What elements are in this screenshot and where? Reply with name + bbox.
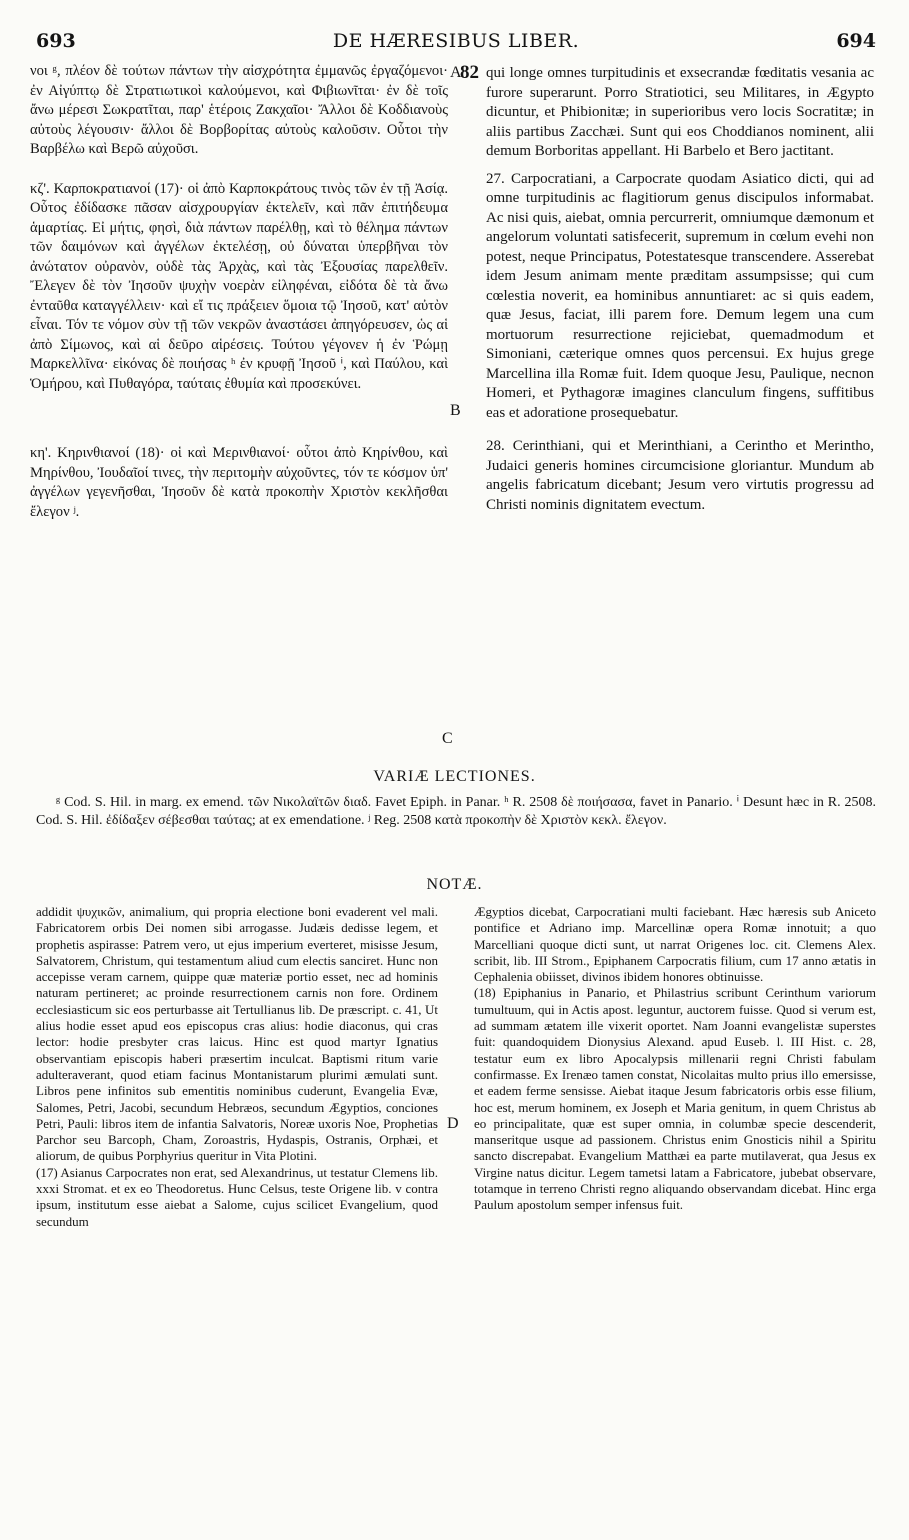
running-header: [36, 30, 876, 56]
notae-right-paragraph-1: Ægyptios dicebat, Carpocratiani multi faciebant. Hæc hæresis sub Aniceto pontifice et Adriano imp. Marcellinæ opera Romæ innotuit; a quo Marcelliani quoque dicti sunt, ut narrat Origenes loc. cit. Clemens Alex. scribit, lib. III Strom., Epiphanem Carpocratis filium, cum 17 anno ætatis in Cephalenia obiisset, divinos ibidem honores obtinuisse.: [474, 904, 876, 985]
notae-title: NOTÆ.: [426, 876, 483, 893]
greek-paragraph-27: κζ'. Καρποκρατιανοί (17)· οἱ ἀπὸ Καρποκράτους τινὸς τῶν ἐν τῇ Ἀσίᾳ. Οὗτος ἐδίδασκε πᾶσαν αἰσχρουργίαν ἐκτελεῖν, καὶ πᾶν ἐπιτήδευμα ἁμαρτίας. Εἰ μήτις, φησὶ, διὰ πάντων παρέλθῃ, καὶ τὸ θέλημα πάντων τῶν δαιμόνων καὶ ἀγγέλων ἐκτελέσῃ, οὐ δύναται ὑπερβῆναι τὸν ἀνώτατον οὐρανὸν, οὐδὲ τὰς Ἀρχὰς, καὶ τὰς Ἐξουσίας παρελθεῖν. Ἔλεγεν δὲ τὸν Ἰησοῦν ψυχὴν νοερὰν εἰληφέναι, εἰδότα δὲ τὰ ἄνω ἐνταῦθα καταγγέλλειν· καὶ εἴ τις πράξειεν ὅμοια τῷ Ἰησοῦ, κατ' αὐτὸν εἶναι. Τόν τε νόμον σὺν τῇ τῶν νεκρῶν ἀναστάσει ἀπηγόρευσεν, ὡς αἱ ἀπὸ Σίμωνος, καὶ αἱ δεῦρο αἱρέσεις. Τούτου γέγονεν ἡ ἐν Ῥώμῃ Μαρκελλῖνα· εἰκόνας δὲ ποιήσας ʰ ἐν κρυφῇ Ἰησοῦ ⁱ, καὶ Παύλου, καὶ Ὁμήρου, καὶ Πυθαγόρα, ταύταις ἐθυμία καὶ προσεκύνει.: [30, 180, 448, 392]
margin-marker-c: C: [442, 730, 453, 747]
notae-right-column: [474, 904, 876, 1214]
greek-column: [30, 62, 448, 522]
greek-paragraph-28: κη'. Κηρινθιανοί (18)· οἱ καὶ Μερινθιανοί· οὗτοι ἀπὸ Κηρίνθου, καὶ Μηρίνθου, Ἰουδαῖοί τινες, τὴν περιτομὴν αὐχοῦντες, τόν τε κόσμον ὑπ' ἀγγέλων γεγενῆσθαι, Ἰησοῦν δὲ κατὰ προκοπὴν Χριστὸν κεκλῆσθαι ἔλεγον ʲ.: [30, 445, 448, 520]
margin-marker-a: A: [450, 64, 462, 81]
variae-lectiones-text: [36, 794, 876, 830]
column-number-82: 82: [460, 62, 479, 83]
page-number-right: 694: [836, 30, 876, 52]
variae-lectiones-title: VARIÆ LECTIONES.: [373, 768, 536, 785]
running-title: DE HÆRESIBUS LIBER.: [332, 30, 580, 52]
margin-marker-d: D: [447, 1115, 459, 1132]
greek-paragraph-1: νοι ᵍ, πλέον δὲ τούτων πάντων τὴν αἰσχρότητα ἐμμανῶς ἐργαζόμενοι· ἐν Αἰγύπτῳ δὲ Στρατιωτικοὶ καλούμενοι, καὶ Φιβιωνῖται· ἐν δὲ τοῖς ἄνω μέρεσι Σωκρατῖται, παρ' ἑτέροις Ζακχαῖοι· Ἄλλοι δὲ Κοδδιανοὺς αὐτοὺς λέγουσιν· ἄλλοι δὲ Βορβορίτας αὐτοὺς καλοῦσιν. Οὗτοι τὴν Βαρβέλω καὶ Βερῶ αὐχοῦσι.: [30, 63, 448, 157]
margin-marker-b: B: [450, 402, 461, 419]
page-number-left: 693: [36, 30, 76, 52]
notae-left-paragraph-1: addidit ψυχικῶν, animalium, qui propria electione boni evaderent vel mali. Fabricatorem orbis Dei nomen sibi arrogasse. Judæis dedisse legem, et prophetis aspirasse: Patrem vero, ut ejus imperium everteret, misisse Jesum, Salvatorem, Christum, qui testamentum aliud cum electis sanciret. Hunc non accepisse veram carnem, quippe quæ materiæ portio esset, nec ad hominis naturam pertineret; ac proinde resurrectionem carnis non fore. Ordinem ecclesiasticum sic eos perturbasse ait Tertullianus lib. De præscript. c. 41, Ut alius hodie esset apud eos episcopus cras alius: hodie diaconus, qui cras lector: hodie presbyter cras laicus. Hinc est quod martyr Ignatius observantiam episcopis haberi præsertim inculcat. Baptismi ritum varie adulteraverant, quod etiam facinus Montanistarum plurimi æmulati sunt. Libros pene infinitos sub ementitis nominibus cuderunt, Evangelia Evæ, Salomes, Petri, Jacobi, secundum Hebræos, secundum Ægyptios, conciones Petri, Pauli: libros item de infantia Salvatoris, Noreæ uxoris Noe, Prophetias Parchor seu Barcoph, Cham, Zoroastris, Hydaspis, Ostranis, Orphæi, et aliorum, de quibus Porphyrius queritur in Vita Plotini.: [36, 904, 438, 1164]
notae-right-paragraph-18: (18) Epiphanius in Panario, et Philastrius scribunt Cerinthum variorum tumultuum, qui in Actis apost. leguntur, auctorem fuisse. Quod si verum est, ad summam ætatem ille vixerit oportet. Nam Joanni evangelistæ superstes fuit: quandoquidem Dionysius Alexand. apud Euseb. l. III Hist. c. 28, testatur eum ex libro Apocalypsis millenarii regni Christi fabulam confirmasse. Ex Irenæo tamen constat, Nicolaitas multo prius illo emersisse, et eadem ferme sensisse. Aiebat itaque Jesum fabricatoris orbis esse filium, hoc est, merum hominem, ex Joseph et Maria genitum, in quem Christus ab eo principalitate, quæ est super omnia, in columbæ specie descenderit, manseritque usque ad passionem. Christus enim Gnosticis nihil a Spiritu sancto discrepabat. Evangelium Matthæi ea parte mutilaverat, qua Jesus ex Virgine natus dicitur. Legem tametsi latam a Fabricatore, jubebat observare, totamque in terreno Christi regno aliquando observandam dicebat. Hinc erga Paulum apostolum semper infensus fuit.: [474, 985, 876, 1213]
variae-lectiones-body: ᵍ Cod. S. Hil. in marg. ex emend. τῶν Νικολαϊτῶν διαδ. Favet Epiph. in Panar. ʰ R. 2508 δὲ ποιήσασα, favet in Panario. ⁱ Desunt hæc in R. 2508. Cod. S. Hil. ἐδίδαξεν σέβεσθαι ταύτας; at ex emendatione. ʲ Reg. 2508 κατὰ προκοπὴν δὲ Χριστὸν κεκλ. ἔλεγον.: [36, 795, 876, 828]
latin-paragraph-27: 27. Carpocratiani, a Carpocrate quodam Asiatico dicti, qui ad omne turpitudinis ac flagitiorum genus discipulos informabat. Ac nisi quis, aiebat, omnia percurrerit, omniumque dæmonum et angelorum voluntati satisfecerit, supremum in cœlum evehi non potest, neque Principatus, Potestatesque transcendere. Asserebat idem Jesum animam mente præditam assumpsisse; qui cum cœlestia noverit, ea hominibus annuntiaret: ac si quis eadem, quæ Jesus, faciat, illi parem fore. Demum legem una cum mortuorum resurrectione rejiciebat, quemadmodum et Simoniani, cæterique omnes quos percensui. Ex hujus grege Marcellina illa Romæ fuit. Idem quoque Jesu, Paulique, necnon Homeri, et Pythagoræ imagines clanculum fingens, suffitibus eas et adoratione prosequebatur.: [486, 170, 874, 421]
latin-paragraph-28: 28. Cerinthiani, qui et Merinthiani, a Cerintho et Merintho, Judaici generis homines circumcisione gloriantur. Mundum ab angelis fabricatum dicebant; Jesum vero virtutis progressu ad Christi nominis dignitatem evectum.: [486, 438, 874, 513]
latin-paragraph-1: qui longe omnes turpitudinis et exsecrandæ fœditatis vesania ac furore superarunt. Porro Stratiotici, seu Militares, in Ægypto dicuntur, et Phibionitæ; in superioribus vero locis Socratitæ; in aliis partibus Zacchæi. Sunt qui eos Choddianos nominent, alii demum Borboritas appellant. Hi Barbelo et Bero jactitant.: [486, 65, 874, 159]
latin-column: [486, 64, 874, 515]
notae-left-column: [36, 904, 438, 1230]
notae-left-paragraph-17: (17) Asianus Carpocrates non erat, sed Alexandrinus, ut testatur Clemens lib. xxxi Stromat. et ex eo Theodoretus. Hunc Celsus, teste Origene lib. v contra ipsum, institutum esse aiebat a Salome, cujus scilicet Evangelium, quod secundum: [36, 1164, 438, 1229]
